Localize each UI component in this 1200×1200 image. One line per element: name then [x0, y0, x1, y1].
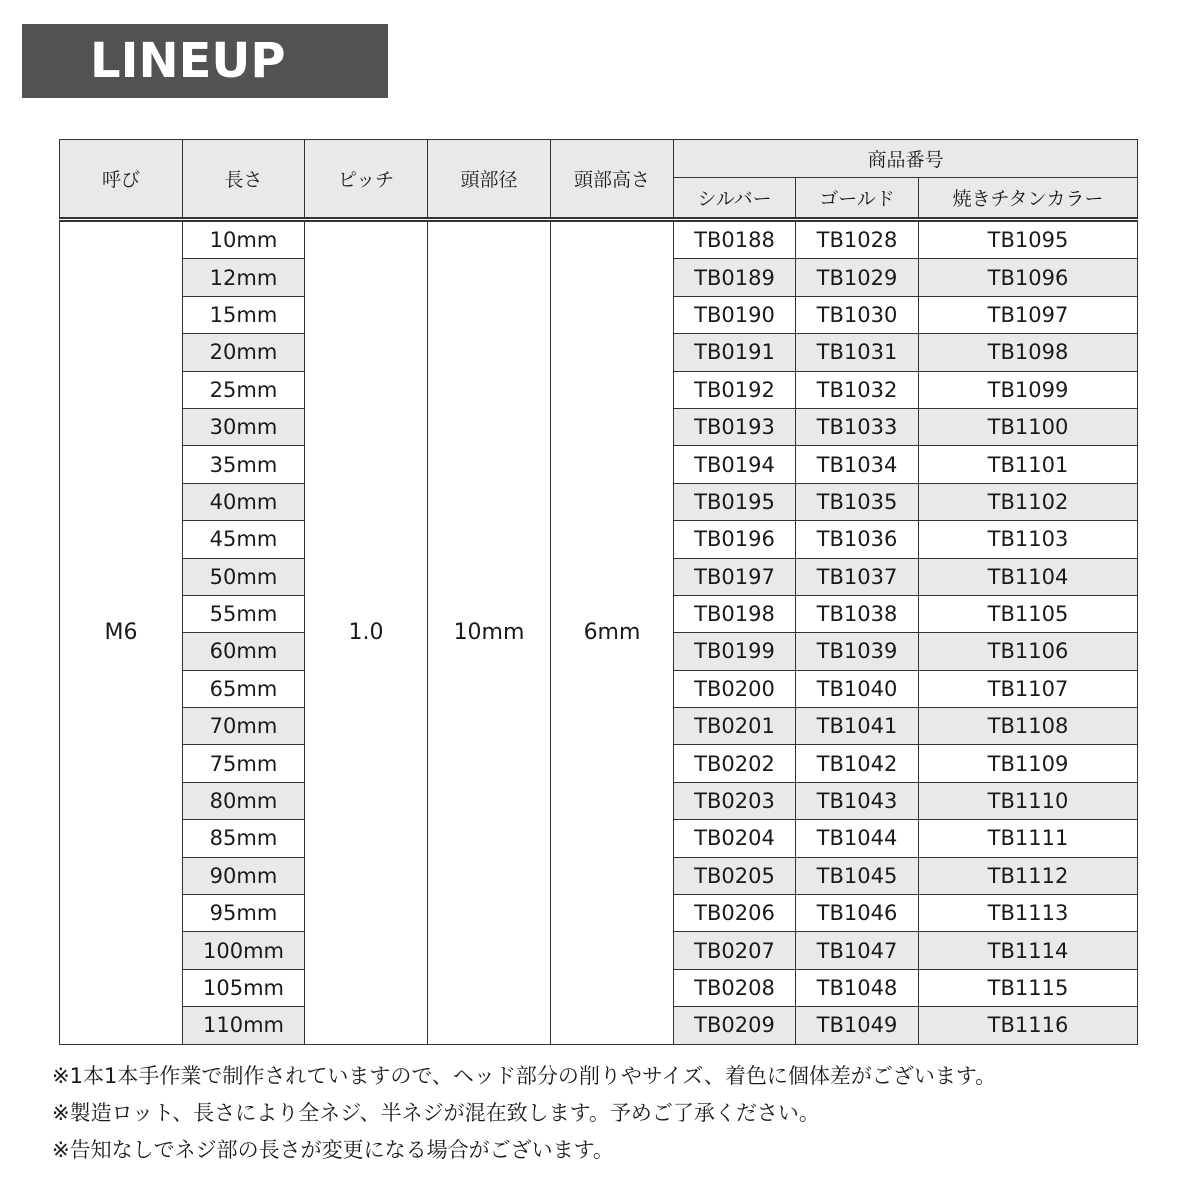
header-head-height: 頭部高さ: [551, 140, 674, 220]
page-title: LINEUP: [90, 33, 286, 89]
silver-code: TB0203: [674, 782, 796, 819]
header-length: 長さ: [183, 140, 305, 220]
length-cell: 90mm: [183, 857, 305, 894]
length-cell: 65mm: [183, 670, 305, 707]
spec-head-height: 6mm: [551, 220, 674, 1045]
header-gold: ゴールド: [796, 178, 919, 220]
length-cell: 20mm: [183, 334, 305, 371]
gold-code: TB1043: [796, 782, 919, 819]
header-row: [60, 140, 1138, 178]
lineup-banner: [22, 24, 388, 98]
length-cell: 45mm: [183, 521, 305, 558]
silver-code: TB0205: [674, 857, 796, 894]
burnt-titanium-code: TB1098: [919, 334, 1138, 371]
length-cell: 110mm: [183, 1007, 305, 1044]
burnt-titanium-code: TB1099: [919, 371, 1138, 408]
length-cell: 25mm: [183, 371, 305, 408]
silver-code: TB0194: [674, 446, 796, 483]
burnt-titanium-code: TB1115: [919, 969, 1138, 1006]
spec-head-diameter: 10mm: [428, 220, 551, 1045]
silver-code: TB0202: [674, 745, 796, 782]
silver-code: TB0193: [674, 408, 796, 445]
burnt-titanium-code: TB1105: [919, 595, 1138, 632]
gold-code: TB1029: [796, 259, 919, 296]
lineup-table: [59, 139, 1138, 1045]
burnt-titanium-code: TB1102: [919, 483, 1138, 520]
burnt-titanium-code: TB1104: [919, 558, 1138, 595]
gold-code: TB1048: [796, 969, 919, 1006]
silver-code: TB0192: [674, 371, 796, 408]
header-burnt-titanium: 焼きチタンカラー: [919, 178, 1138, 220]
gold-code: TB1039: [796, 633, 919, 670]
header-pitch: ピッチ: [305, 140, 428, 220]
header-yobi: 呼び: [60, 140, 183, 220]
length-cell: 12mm: [183, 259, 305, 296]
note-2: ※製造ロット、長さにより全ネジ、半ネジが混在致します。予めご了承ください。: [52, 1101, 820, 1125]
gold-code: TB1028: [796, 220, 919, 259]
length-cell: 95mm: [183, 895, 305, 932]
silver-code: TB0198: [674, 595, 796, 632]
note-1: ※1本1本手作業で制作されていますので、ヘッド部分の削りやサイズ、着色に個体差がございます。: [52, 1064, 997, 1088]
gold-code: TB1038: [796, 595, 919, 632]
length-cell: 30mm: [183, 408, 305, 445]
silver-code: TB0195: [674, 483, 796, 520]
silver-code: TB0188: [674, 220, 796, 259]
gold-code: TB1035: [796, 483, 919, 520]
length-cell: 60mm: [183, 633, 305, 670]
silver-code: TB0208: [674, 969, 796, 1006]
burnt-titanium-code: TB1095: [919, 220, 1138, 259]
burnt-titanium-code: TB1116: [919, 1007, 1138, 1044]
gold-code: TB1049: [796, 1007, 919, 1044]
burnt-titanium-code: TB1111: [919, 820, 1138, 857]
gold-code: TB1044: [796, 820, 919, 857]
notes: [52, 1058, 1192, 1169]
burnt-titanium-code: TB1114: [919, 932, 1138, 969]
silver-code: TB0209: [674, 1007, 796, 1044]
silver-code: TB0207: [674, 932, 796, 969]
spec-pitch: 1.0: [305, 220, 428, 1045]
burnt-titanium-code: TB1108: [919, 708, 1138, 745]
gold-code: TB1037: [796, 558, 919, 595]
burnt-titanium-code: TB1097: [919, 296, 1138, 333]
silver-code: TB0201: [674, 708, 796, 745]
gold-code: TB1030: [796, 296, 919, 333]
gold-code: TB1045: [796, 857, 919, 894]
length-cell: 35mm: [183, 446, 305, 483]
silver-code: TB0189: [674, 259, 796, 296]
length-cell: 15mm: [183, 296, 305, 333]
table-row: [60, 220, 1138, 259]
burnt-titanium-code: TB1112: [919, 857, 1138, 894]
burnt-titanium-code: TB1100: [919, 408, 1138, 445]
length-cell: 55mm: [183, 595, 305, 632]
gold-code: TB1031: [796, 334, 919, 371]
length-cell: 80mm: [183, 782, 305, 819]
gold-code: TB1047: [796, 932, 919, 969]
gold-code: TB1036: [796, 521, 919, 558]
length-cell: 105mm: [183, 969, 305, 1006]
silver-code: TB0199: [674, 633, 796, 670]
gold-code: TB1041: [796, 708, 919, 745]
silver-code: TB0190: [674, 296, 796, 333]
burnt-titanium-code: TB1110: [919, 782, 1138, 819]
silver-code: TB0196: [674, 521, 796, 558]
length-cell: 100mm: [183, 932, 305, 969]
burnt-titanium-code: TB1113: [919, 895, 1138, 932]
burnt-titanium-code: TB1109: [919, 745, 1138, 782]
silver-code: TB0206: [674, 895, 796, 932]
gold-code: TB1040: [796, 670, 919, 707]
length-cell: 75mm: [183, 745, 305, 782]
burnt-titanium-code: TB1107: [919, 670, 1138, 707]
gold-code: TB1034: [796, 446, 919, 483]
header-silver: シルバー: [674, 178, 796, 220]
spec-yobi: M6: [60, 220, 183, 1045]
burnt-titanium-code: TB1101: [919, 446, 1138, 483]
gold-code: TB1046: [796, 895, 919, 932]
length-cell: 40mm: [183, 483, 305, 520]
burnt-titanium-code: TB1103: [919, 521, 1138, 558]
length-cell: 85mm: [183, 820, 305, 857]
header-head-diameter: 頭部径: [428, 140, 551, 220]
burnt-titanium-code: TB1106: [919, 633, 1138, 670]
gold-code: TB1042: [796, 745, 919, 782]
silver-code: TB0197: [674, 558, 796, 595]
note-3: ※告知なしでネジ部の長さが変更になる場合がございます。: [52, 1138, 614, 1162]
length-cell: 10mm: [183, 220, 305, 259]
burnt-titanium-code: TB1096: [919, 259, 1138, 296]
gold-code: TB1033: [796, 408, 919, 445]
length-cell: 70mm: [183, 708, 305, 745]
silver-code: TB0200: [674, 670, 796, 707]
silver-code: TB0204: [674, 820, 796, 857]
gold-code: TB1032: [796, 371, 919, 408]
header-product-number: 商品番号: [674, 140, 1138, 178]
length-cell: 50mm: [183, 558, 305, 595]
silver-code: TB0191: [674, 334, 796, 371]
